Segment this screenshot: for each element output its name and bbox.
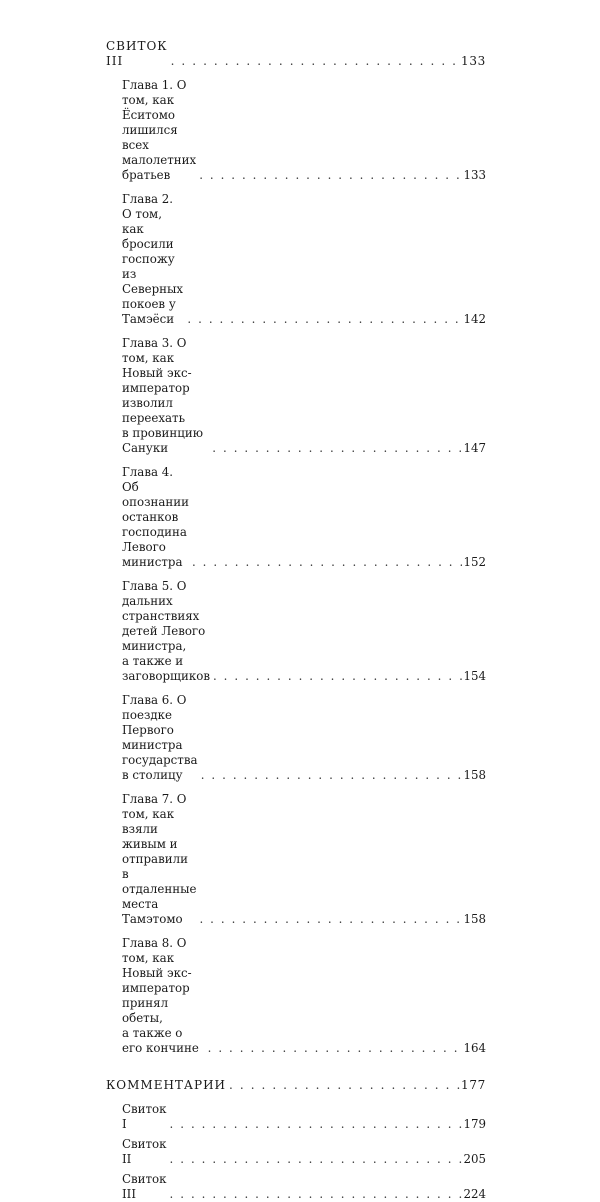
toc-page-number: 142 (463, 312, 486, 326)
toc-page-number: 164 (463, 1041, 486, 1055)
toc-comments-scroll-3[interactable] (122, 1172, 486, 1202)
toc-chapter-title-line2: а также о его кончине (122, 1026, 199, 1055)
toc-chapter-title-line1: Глава 8. О том, как Новый экс-император принял обеты, (122, 936, 192, 1025)
toc-chapter-1[interactable] (122, 78, 486, 183)
toc-page-number: 158 (463, 912, 486, 926)
toc-chapter-4[interactable] (122, 465, 486, 570)
toc-chapter-5[interactable] (122, 579, 486, 684)
dot-leader (208, 1041, 463, 1056)
toc-page-number: 133 (460, 54, 486, 68)
toc-page-number: 158 (463, 768, 486, 782)
toc-part-scroll-3[interactable] (106, 39, 486, 69)
toc-page-number: 179 (463, 1117, 486, 1131)
toc-chapter-title (122, 192, 184, 327)
dot-leader (170, 1152, 463, 1167)
dot-leader (171, 54, 460, 69)
dot-leader (199, 912, 462, 927)
table-of-contents (106, 39, 486, 1202)
toc-page-number: 133 (463, 168, 486, 182)
dot-leader (192, 555, 462, 570)
toc-part-label: КОММЕНТАРИИ (106, 1078, 227, 1092)
toc-chapter-title (122, 693, 198, 783)
toc-chapter-title-line2: в столицу (122, 768, 183, 782)
dot-leader (212, 441, 462, 456)
toc-chapter-title-line1: Глава 2. О том, как бросили (122, 192, 174, 251)
toc-sub-label: Свиток II (122, 1137, 167, 1166)
toc-chapter-title-line1: Глава 7. О том, как взяли живым и отправили (122, 792, 188, 866)
toc-chapter-title (122, 792, 196, 927)
toc-chapter-title-line1: Глава 1. О том, как Ёситомо (122, 78, 187, 122)
toc-page-number: 152 (463, 555, 486, 569)
dot-leader (187, 312, 462, 327)
dot-leader (170, 1187, 463, 1202)
toc-part-label: СВИТОК III (106, 39, 168, 68)
toc-chapter-title-line1: Глава 4. Об опознании останков (122, 465, 189, 524)
toc-chapter-title-line1: Глава 6. О поездке Первого министра государства (122, 693, 198, 767)
toc-chapter-2[interactable] (122, 192, 486, 327)
toc-comments-scroll-1[interactable] (122, 1102, 486, 1132)
toc-chapter-title (122, 465, 189, 570)
dot-leader (199, 168, 462, 183)
toc-comments-scroll-2[interactable] (122, 1137, 486, 1167)
toc-page-number: 154 (463, 669, 486, 683)
toc-page-number: 205 (463, 1152, 486, 1166)
toc-chapter-title-line2: в отдаленные места Тамэтомо (122, 867, 197, 926)
toc-chapter-title-line1: Глава 3. О том, как Новый экс-император изволил переехать (122, 336, 192, 425)
toc-chapter-title-line1: Глава 5. О дальних странствиях детей Левого министра, (122, 579, 206, 653)
toc-chapter-title-line2: лишился всех малолетних братьев (122, 123, 197, 182)
toc-part-comments[interactable] (106, 1078, 486, 1093)
dot-leader (229, 1078, 460, 1093)
toc-chapter-title (122, 78, 196, 183)
toc-sub-label: Свиток III (122, 1172, 167, 1201)
dot-leader (170, 1117, 463, 1132)
toc-chapter-title (122, 579, 210, 684)
dot-leader (201, 768, 463, 783)
toc-sub-label: Свиток I (122, 1102, 167, 1131)
toc-page-number: 177 (460, 1078, 486, 1092)
toc-chapter-6[interactable] (122, 693, 486, 783)
toc-chapter-title-line2: а также и заговорщиков (122, 654, 210, 683)
toc-chapter-title-line2: в провинцию Сануки (122, 426, 203, 455)
toc-chapter-title-line2: госпожу из Северных покоев у Тамэёси (122, 252, 184, 326)
toc-page-number: 224 (463, 1187, 486, 1201)
toc-chapter-title-line2: господина Левого министра (122, 525, 187, 569)
toc-chapter-title (122, 936, 205, 1056)
toc-chapter-title (122, 336, 209, 456)
toc-chapter-7[interactable] (122, 792, 486, 927)
toc-chapter-3[interactable] (122, 336, 486, 456)
dot-leader (213, 669, 462, 684)
toc-chapter-8[interactable] (122, 936, 486, 1056)
toc-page-number: 147 (463, 441, 486, 455)
